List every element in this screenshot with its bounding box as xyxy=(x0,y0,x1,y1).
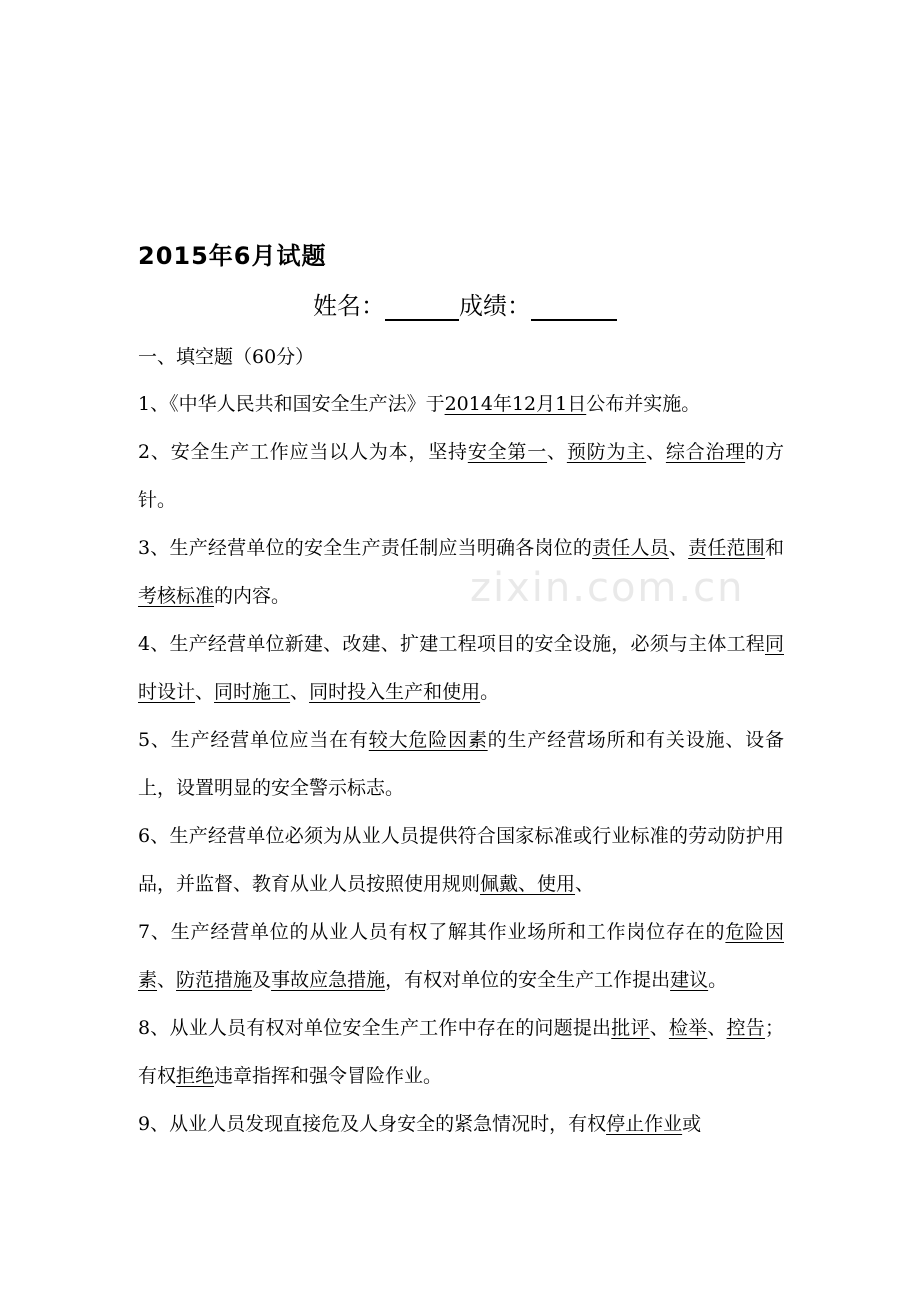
question-item xyxy=(138,1004,784,1100)
answer-text: 控告 xyxy=(726,1017,765,1039)
question-text: 、 xyxy=(290,681,310,703)
answer-text: 考核标准 xyxy=(138,585,215,607)
question-text: 的生产经营场所和有关设施、设备上，设置明显的安全警示标志。 xyxy=(138,729,784,799)
answer-text: 防范措施 xyxy=(176,969,253,991)
question-text: 、 xyxy=(195,681,215,703)
answer-text: 2014年12月1日 xyxy=(444,393,587,415)
question-text: 、 xyxy=(157,969,177,991)
page-title: 2015年6月试题 xyxy=(138,242,327,270)
question-text: 8、从业人员有权对单位安全生产工作中存在的问题提出 xyxy=(138,1017,612,1039)
question-item xyxy=(138,620,784,716)
question-text: 、 xyxy=(668,537,689,559)
answer-text: 安全第一 xyxy=(467,441,548,463)
question-text: 5、生产经营单位应当在有 xyxy=(138,729,369,751)
question-item xyxy=(138,524,784,620)
question-text: 、 xyxy=(646,441,666,463)
answer-text: 危险因素 xyxy=(138,921,784,991)
name-blank[interactable] xyxy=(385,291,459,321)
question-text: 。 xyxy=(708,969,728,991)
question-text: 的方针。 xyxy=(138,441,784,511)
answer-text: 拒绝 xyxy=(176,1065,215,1087)
question-text: 。 xyxy=(480,681,500,703)
question-item xyxy=(138,1100,784,1148)
answer-text: 预防为主 xyxy=(566,441,647,463)
answer-text: 批评 xyxy=(611,1017,650,1039)
answer-text: 检举 xyxy=(668,1017,708,1039)
question-text: ，有权对单位的安全生产工作提出 xyxy=(385,969,671,991)
answer-text: 综合治理 xyxy=(665,441,746,463)
question-text: 违章指挥和强令冒险作业。 xyxy=(214,1065,443,1087)
question-text: 或 xyxy=(682,1113,702,1135)
name-score-row xyxy=(313,286,617,321)
question-text: 、 xyxy=(649,1017,669,1039)
question-list xyxy=(138,380,784,1148)
question-item xyxy=(138,908,784,1004)
question-item xyxy=(138,428,784,524)
question-text: 、 xyxy=(575,873,595,895)
question-text: 6、生产经营单位必须为从业人员提供符合国家标准或行业标准的劳动防护用品，并监督、教育从业人员按照使用规则 xyxy=(138,825,784,895)
answer-text: 责任人员 xyxy=(592,537,669,559)
question-text: 7、生产经营单位的从业人员有权了解其作业场所和工作岗位存在的 xyxy=(138,921,726,943)
section-heading: 一、填空题（60分） xyxy=(138,346,315,368)
question-text: 2、安全生产工作应当以人为本，坚持 xyxy=(138,441,468,463)
name-label: 姓名： xyxy=(313,292,385,320)
score-blank[interactable] xyxy=(531,291,617,321)
question-text: 及 xyxy=(252,969,272,991)
question-text: 、 xyxy=(707,1017,727,1039)
question-text: 的内容。 xyxy=(214,585,291,607)
question-text: 公布并实施。 xyxy=(586,393,701,415)
question-item xyxy=(138,812,784,908)
question-text: ；有权 xyxy=(138,1017,784,1087)
question-text: 、 xyxy=(547,441,567,463)
answer-text: 同时投入生产和使用 xyxy=(309,681,481,703)
answer-text: 停止作业 xyxy=(606,1113,683,1135)
watermark: zixin.com.cn xyxy=(470,565,745,611)
answer-text: 责任范围 xyxy=(688,537,765,559)
answer-text: 同时设计 xyxy=(138,633,784,703)
question-item xyxy=(138,716,784,812)
score-label: 成绩： xyxy=(459,292,531,320)
question-text: 1、《中华人民共和国安全生产法》于 xyxy=(138,393,445,415)
question-text: 3、生产经营单位的安全生产责任制应当明确各岗位的 xyxy=(138,537,593,559)
question-text: 和 xyxy=(764,537,784,559)
answer-text: 事故应急措施 xyxy=(271,969,386,991)
answer-text: 较大危险因素 xyxy=(368,729,488,751)
answer-text: 佩戴、使用 xyxy=(480,873,576,895)
question-text: 4、生产经营单位新建、改建、扩建工程项目的安全设施，必须与主体工程 xyxy=(138,633,765,655)
answer-text: 建议 xyxy=(670,969,709,991)
answer-text: 同时施工 xyxy=(214,681,291,703)
question-item xyxy=(138,380,784,428)
question-text: 9、从业人员发现直接危及人身安全的紧急情况时，有权 xyxy=(138,1113,607,1135)
